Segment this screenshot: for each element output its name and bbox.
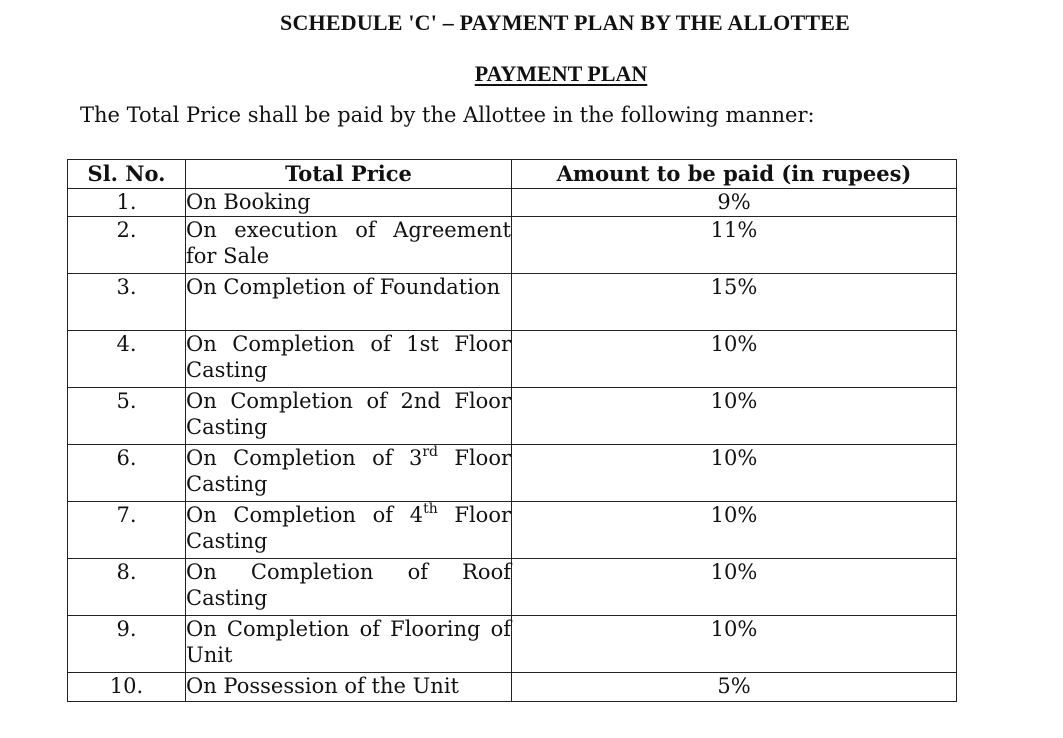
row-description: On Booking [186,189,512,217]
row-number: 7. [68,502,186,559]
schedule-title: SCHEDULE 'C' – PAYMENT PLAN BY THE ALLOTTEE [280,10,850,35]
row-amount: 15% [512,274,957,331]
row-amount: 10% [512,445,957,502]
table-row [68,559,957,616]
row-description: On Completion of Flooring of Unit [186,616,512,673]
table-row [68,673,957,702]
row-amount: 5% [512,673,957,702]
row-amount: 10% [512,388,957,445]
row-amount: 9% [512,189,957,217]
desc-text: On Completion of 3 [186,446,423,470]
row-number: 9. [68,616,186,673]
row-number: 4. [68,331,186,388]
row-amount: 11% [512,217,957,274]
table-row [68,331,957,388]
row-description: On execution of Agreement for Sale [186,217,512,274]
row-description: On Completion of 1st Floor Casting [186,331,512,388]
ordinal-suffix: th [423,501,438,517]
header-amount: Amount to be paid (in rupees) [512,160,957,189]
desc-text: On Completion of 4 [186,503,424,527]
ordinal-suffix: rd [422,444,438,460]
row-description: On Completion of Foundation [186,274,512,331]
row-description: On Completion of Roof Casting [186,559,512,616]
row-amount: 10% [512,502,957,559]
row-number: 3. [68,274,186,331]
table-header-row [68,160,957,189]
desc-text: Floor Casting [186,503,511,553]
row-amount: 10% [512,616,957,673]
row-number: 10. [68,673,186,702]
desc-text: Floor Casting [186,446,511,496]
row-description: On Completion of 2nd Floor Casting [186,388,512,445]
row-number: 8. [68,559,186,616]
table-row [68,388,957,445]
header-total-price: Total Price [186,160,512,189]
table-row [68,502,957,559]
table-row [68,189,957,217]
table-row [68,445,957,502]
row-amount: 10% [512,559,957,616]
row-description [186,502,512,559]
table-row [68,217,957,274]
table-row [68,616,957,673]
row-number: 2. [68,217,186,274]
row-description [186,445,512,502]
payment-plan-table [67,159,957,702]
row-description: On Possession of the Unit [186,673,512,702]
table-row [68,274,957,331]
header-sl-no: Sl. No. [68,160,186,189]
intro-text: The Total Price shall be paid by the Allottee in the following manner: [80,103,815,127]
row-amount: 10% [512,331,957,388]
row-number: 6. [68,445,186,502]
row-number: 1. [68,189,186,217]
row-number: 5. [68,388,186,445]
payment-plan-heading: PAYMENT PLAN [474,61,648,86]
